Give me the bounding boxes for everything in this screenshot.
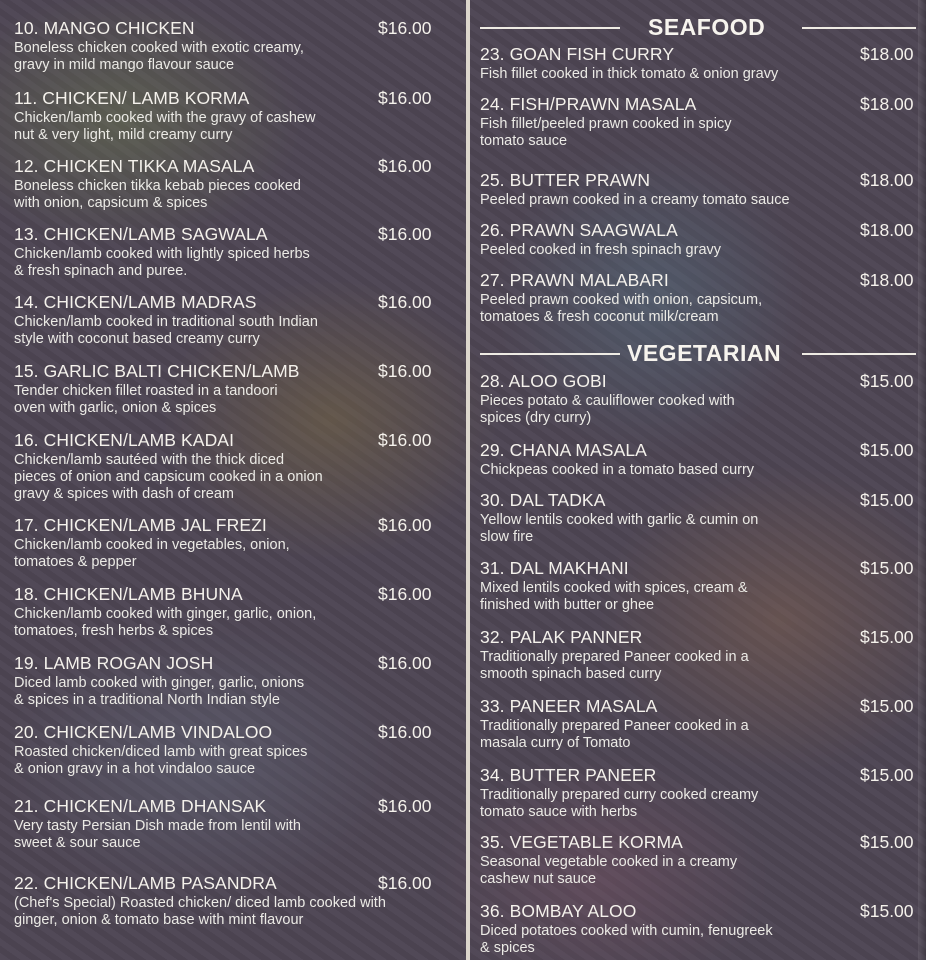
menu-item bbox=[480, 558, 920, 614]
menu-item bbox=[480, 765, 920, 821]
menu-item bbox=[14, 361, 450, 417]
menu-item bbox=[480, 170, 920, 209]
menu-item-name: 20. CHICKEN/LAMB VINDALOO bbox=[14, 722, 273, 742]
menu-item-price: $15.00 bbox=[860, 901, 914, 921]
menu-item bbox=[14, 722, 450, 778]
header-rule-left bbox=[480, 353, 620, 355]
menu-item-name: 21. CHICKEN/LAMB DHANSAK bbox=[14, 796, 267, 816]
menu-item bbox=[480, 371, 920, 427]
menu-item-price: $15.00 bbox=[860, 765, 914, 785]
menu-item bbox=[480, 44, 920, 83]
menu-item-name: 24. FISH/PRAWN MASALA bbox=[480, 94, 697, 114]
menu-item-price: $18.00 bbox=[860, 270, 914, 290]
menu-item-description: tomatoes, fresh herbs & spices bbox=[14, 623, 214, 639]
menu-item-header bbox=[14, 430, 450, 452]
menu-item-header bbox=[480, 220, 920, 242]
menu-item-description: Seasonal vegetable cooked in a creamy bbox=[480, 854, 738, 870]
menu-item-header bbox=[480, 558, 920, 580]
menu-item-description: & fresh spinach and puree. bbox=[14, 263, 188, 279]
header-rule-right bbox=[802, 353, 916, 355]
menu-item-name: 29. CHANA MASALA bbox=[480, 440, 647, 460]
menu-item-description: tomato sauce bbox=[480, 133, 568, 149]
menu-item-description: with onion, capsicum & spices bbox=[14, 195, 208, 211]
menu-item-name: 10. MANGO CHICKEN bbox=[14, 18, 195, 38]
menu-item bbox=[14, 796, 450, 852]
header-rule-right bbox=[802, 27, 916, 29]
menu-item-description: Very tasty Persian Dish made from lentil with bbox=[14, 818, 301, 834]
menu-item-description: Chicken/lamb cooked in vegetables, onion, bbox=[14, 537, 290, 553]
menu-item bbox=[480, 901, 920, 957]
menu-item-header bbox=[480, 901, 920, 923]
menu-item bbox=[480, 696, 920, 752]
menu-item-description: Traditionally prepared Paneer cooked in a bbox=[480, 718, 749, 734]
menu-item-name: 13. CHICKEN/LAMB SAGWALA bbox=[14, 224, 268, 244]
menu-item bbox=[480, 490, 920, 546]
menu-item-price: $18.00 bbox=[860, 44, 914, 64]
menu-item-name: 26. PRAWN SAAGWALA bbox=[480, 220, 678, 240]
menu-item-name: 36. BOMBAY ALOO bbox=[480, 901, 637, 921]
menu-item-name: 28. ALOO GOBI bbox=[480, 371, 607, 391]
menu-item-header bbox=[14, 515, 450, 537]
menu-item-description: slow fire bbox=[480, 529, 534, 545]
menu-item-name: 18. CHICKEN/LAMB BHUNA bbox=[14, 584, 243, 604]
menu-item-description: Yellow lentils cooked with garlic & cumin on bbox=[480, 512, 759, 528]
menu-item bbox=[14, 18, 450, 74]
menu-item bbox=[14, 584, 450, 640]
menu-item-description: masala curry of Tomato bbox=[480, 735, 631, 751]
vegetarian-section-header bbox=[466, 340, 916, 368]
menu-item bbox=[480, 627, 920, 683]
menu-item-header bbox=[14, 584, 450, 606]
right-column bbox=[466, 0, 926, 960]
menu-item-name: 34. BUTTER PANEER bbox=[480, 765, 657, 785]
vegetarian-section-title: VEGETARIAN bbox=[627, 340, 782, 366]
menu-item-description: style with coconut based creamy curry bbox=[14, 331, 260, 347]
menu-item-description: Chicken/lamb cooked with the gravy of cashew bbox=[14, 110, 316, 126]
menu-item-description: Mixed lentils cooked with spices, cream & bbox=[480, 580, 748, 596]
menu-item-header bbox=[480, 170, 920, 192]
menu-item-header bbox=[480, 94, 920, 116]
menu-item-name: 33. PANEER MASALA bbox=[480, 696, 658, 716]
menu-item-price: $15.00 bbox=[860, 832, 914, 852]
menu-item-description: oven with garlic, onion & spices bbox=[14, 400, 217, 416]
menu-item-description: cashew nut sauce bbox=[480, 871, 597, 887]
menu-item-description: finished with butter or ghee bbox=[480, 597, 655, 613]
menu-item-price: $16.00 bbox=[378, 584, 432, 604]
menu-item-header bbox=[480, 270, 920, 292]
menu-item-price: $16.00 bbox=[378, 873, 432, 893]
menu-item-name: 12. CHICKEN TIKKA MASALA bbox=[14, 156, 255, 176]
menu-item-description: smooth spinach based curry bbox=[480, 666, 662, 682]
menu-item-price: $18.00 bbox=[860, 170, 914, 190]
menu-item-name: 11. CHICKEN/ LAMB KORMA bbox=[14, 88, 250, 108]
menu-item-price: $16.00 bbox=[378, 18, 432, 38]
menu-item-price: $16.00 bbox=[378, 515, 432, 535]
menu-item-price: $16.00 bbox=[378, 796, 432, 816]
menu-item-header bbox=[14, 873, 450, 895]
menu-item-description: Chicken/lamb cooked with lightly spiced herbs bbox=[14, 246, 310, 262]
page-edge bbox=[918, 0, 926, 960]
menu-item-description: Diced lamb cooked with ginger, garlic, onions bbox=[14, 675, 305, 691]
menu-item-name: 25. BUTTER PRAWN bbox=[480, 170, 651, 190]
menu-item-header bbox=[14, 361, 450, 383]
menu-item-description: (Chef's Special) Roasted chicken/ diced lamb cooked with bbox=[14, 895, 386, 911]
menu-item-header bbox=[14, 88, 450, 110]
menu-item-name: 31. DAL MAKHANI bbox=[480, 558, 629, 578]
menu-item-header bbox=[480, 627, 920, 649]
menu-item-name: 16. CHICKEN/LAMB KADAI bbox=[14, 430, 235, 450]
menu-item bbox=[480, 270, 920, 326]
menu-item-name: 30. DAL TADKA bbox=[480, 490, 606, 510]
menu-item-price: $15.00 bbox=[860, 440, 914, 460]
menu-item-name: 17. CHICKEN/LAMB JAL FREZI bbox=[14, 515, 267, 535]
menu-item-description: & spices in a traditional North Indian style bbox=[14, 692, 280, 708]
menu-item-price: $15.00 bbox=[860, 627, 914, 647]
menu-item-description: Chicken/lamb sautéed with the thick diced bbox=[14, 452, 285, 468]
menu-item-description: & spices bbox=[480, 940, 535, 956]
menu-item-description: sweet & sour sauce bbox=[14, 835, 141, 851]
menu-item-name: 32. PALAK PANNER bbox=[480, 627, 643, 647]
menu-item bbox=[480, 832, 920, 888]
menu-item-header bbox=[480, 765, 920, 787]
menu-item-name: 19. LAMB ROGAN JOSH bbox=[14, 653, 214, 673]
menu-item-description: Peeled prawn cooked in a creamy tomato sauce bbox=[480, 192, 790, 208]
menu-item-description: Chickpeas cooked in a tomato based curry bbox=[480, 462, 755, 478]
menu-item-header bbox=[480, 832, 920, 854]
menu-item-description: gravy & spices with dash of cream bbox=[14, 486, 235, 502]
menu-item-header bbox=[480, 696, 920, 718]
menu-item-header bbox=[14, 292, 450, 314]
menu-item-description: Traditionally prepared curry cooked creamy bbox=[480, 787, 759, 803]
menu-item-header bbox=[480, 440, 920, 462]
menu-item-header bbox=[480, 371, 920, 393]
menu-item-header bbox=[480, 44, 920, 66]
menu-item-header bbox=[14, 18, 450, 40]
menu-item-header bbox=[14, 224, 450, 246]
menu-item-price: $15.00 bbox=[860, 696, 914, 716]
menu-item-price: $15.00 bbox=[860, 558, 914, 578]
menu-item bbox=[480, 440, 920, 479]
menu-item-description: Fish fillet/peeled prawn cooked in spicy bbox=[480, 116, 732, 132]
menu-item-description: & onion gravy in a hot vindaloo sauce bbox=[14, 761, 256, 777]
menu-item-price: $16.00 bbox=[378, 361, 432, 381]
menu-item bbox=[14, 873, 450, 929]
menu-item-description: nut & very light, mild creamy curry bbox=[14, 127, 233, 143]
menu-item-description: Fish fillet cooked in thick tomato & onion gravy bbox=[480, 66, 779, 82]
menu-item-name: 22. CHICKEN/LAMB PASANDRA bbox=[14, 873, 277, 893]
menu-item-header bbox=[480, 490, 920, 512]
menu-item bbox=[14, 653, 450, 709]
menu-item-name: 15. GARLIC BALTI CHICKEN/LAMB bbox=[14, 361, 300, 381]
menu-item bbox=[480, 220, 920, 259]
menu-item bbox=[14, 515, 450, 571]
menu-item-name: 35. VEGETABLE KORMA bbox=[480, 832, 683, 852]
menu-item-description: Pieces potato & cauliflower cooked with bbox=[480, 393, 735, 409]
menu-item bbox=[480, 94, 920, 150]
menu-item-description: Boneless chicken tikka kebab pieces cooked bbox=[14, 178, 301, 194]
menu-item-price: $15.00 bbox=[860, 490, 914, 510]
menu-item-description: pieces of onion and capsicum cooked in a onion bbox=[14, 469, 323, 485]
menu-item-header bbox=[14, 156, 450, 178]
menu-item-name: 23. GOAN FISH CURRY bbox=[480, 44, 675, 64]
menu-item bbox=[14, 88, 450, 144]
menu-item-description: Peeled cooked in fresh spinach gravy bbox=[480, 242, 722, 258]
menu-item-price: $16.00 bbox=[378, 156, 432, 176]
menu-item-description: tomatoes & pepper bbox=[14, 554, 137, 570]
menu-item-name: 14. CHICKEN/LAMB MADRAS bbox=[14, 292, 257, 312]
menu-item-description: Peeled prawn cooked with onion, capsicum, bbox=[480, 292, 763, 308]
menu-item-description: Chicken/lamb cooked in traditional south Indian bbox=[14, 314, 318, 330]
menu-item bbox=[14, 292, 450, 348]
header-rule-left bbox=[480, 27, 620, 29]
menu-item-description: gravy in mild mango flavour sauce bbox=[14, 57, 235, 73]
menu-item-price: $16.00 bbox=[378, 88, 432, 108]
menu-item-description: Traditionally prepared Paneer cooked in a bbox=[480, 649, 749, 665]
menu-item-price: $18.00 bbox=[860, 94, 914, 114]
menu-item-price: $15.00 bbox=[860, 371, 914, 391]
menu-item-price: $16.00 bbox=[378, 653, 432, 673]
menu-item-description: tomato sauce with herbs bbox=[480, 804, 638, 820]
menu-item-name: 27. PRAWN MALABARI bbox=[480, 270, 669, 290]
menu-item bbox=[14, 156, 450, 212]
seafood-section-title: SEAFOOD bbox=[648, 14, 766, 40]
menu-item-header bbox=[14, 722, 450, 744]
seafood-section-header bbox=[466, 14, 916, 42]
menu-item-description: Tender chicken fillet roasted in a tandoori bbox=[14, 383, 278, 399]
menu-item-description: Diced potatoes cooked with cumin, fenugreek bbox=[480, 923, 773, 939]
menu-item-price: $16.00 bbox=[378, 430, 432, 450]
menu-item-price: $18.00 bbox=[860, 220, 914, 240]
menu-item-header bbox=[14, 796, 450, 818]
menu-item bbox=[14, 430, 450, 503]
menu-item-description: Boneless chicken cooked with exotic creamy, bbox=[14, 40, 304, 56]
menu-item-description: ginger, onion & tomato base with mint flavour bbox=[14, 912, 304, 928]
menu-item-description: spices (dry curry) bbox=[480, 410, 592, 426]
menu-item-price: $16.00 bbox=[378, 224, 432, 244]
menu-item-header bbox=[14, 653, 450, 675]
menu-item-description: Chicken/lamb cooked with ginger, garlic, onion, bbox=[14, 606, 317, 622]
menu-item-description: tomatoes & fresh coconut milk/cream bbox=[480, 309, 719, 325]
menu-item-description: Roasted chicken/diced lamb with great spices bbox=[14, 744, 308, 760]
menu-item-price: $16.00 bbox=[378, 292, 432, 312]
menu-item bbox=[14, 224, 450, 280]
menu-item-price: $16.00 bbox=[378, 722, 432, 742]
